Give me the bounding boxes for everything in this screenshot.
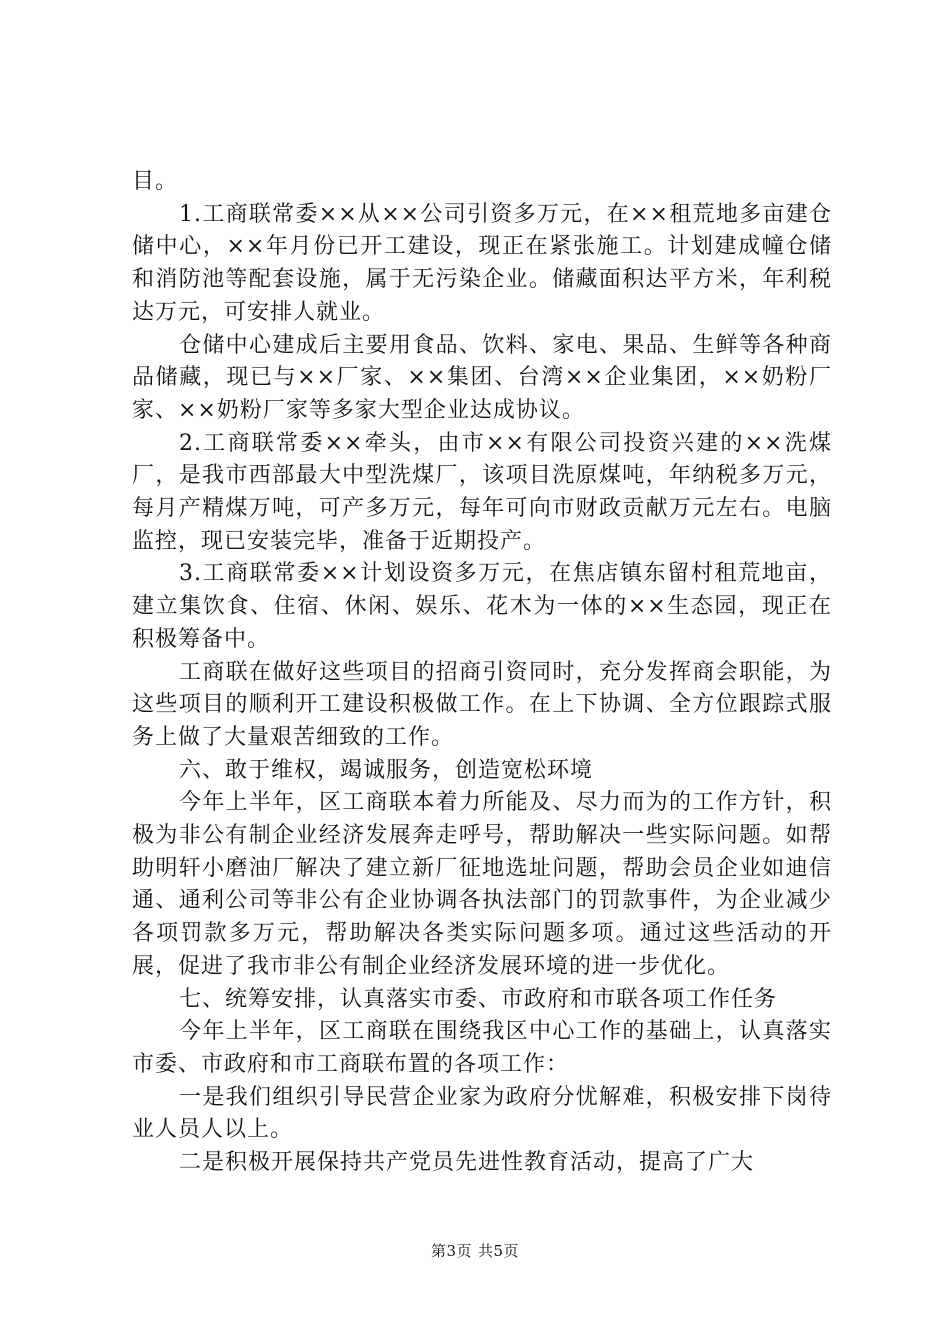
document-body (132, 166, 832, 1180)
page-number: 第3页 (430, 1242, 472, 1260)
paragraph-5: 工商联在做好这些项目的招商引资同时，充分发挥商会职能，为这些项目的顺利开工建设积极做工作。在上下协调、全方位跟踪式服务上做了大量艰苦细致的工作。 (132, 659, 832, 750)
page-footer (0, 1240, 950, 1261)
section-heading-6: 六、敢于维权，竭诚服务，创造宽松环境 (179, 757, 594, 783)
paragraph-7: 今年上半年，区工商联本着力所能及、尽力而为的工作方针，积极为非公有制企业经济发展奔走呼号，帮助解决一些实际问题。如帮助明轩小磨油厂解决了建立新厂征地选址问题，帮助会员企业如迪信通、通利公司等非公有企业协调各执法部门的罚款事件，为企业减少各项罚款多万元，帮助解决各类实际问题多项。通过这些活动的开展，促进了我市非公有制企业经济发展环境的进一步优化。 (132, 790, 832, 979)
paragraph-1: 1.工商联常委××从××公司引资多万元，在××租荒地多亩建仓储中心，××年月份已开工建设，现正在紧张施工。计划建成幢仓储和消防池等配套设施，属于无污染企业。储藏面积达平方米，年利税达万元，可安排人就业。 (132, 201, 832, 325)
paragraph-4: 3.工商联常委××计划设资多万元，在焦店镇东留村租荒地亩，建立集饮食、住宿、休闲、娱乐、花木为一体的××生态园，现正在积极筹备中。 (132, 561, 832, 652)
paragraph-2: 仓储中心建成后主要用食品、饮料、家电、果品、生鲜等各种商品储藏，现已与××厂家、××集团、台湾××企业集团，××奶粉厂家、××奶粉厂家等多家大型企业达成协议。 (132, 332, 832, 423)
paragraph-10: 一是我们组织引导民营企业家为政府分忧解难，积极安排下岗待业人员人以上。 (132, 1084, 832, 1143)
paragraph-3: 2.工商联常委××牵头，由市××有限公司投资兴建的××洗煤厂，是我市西部最大中型洗煤厂，该项目洗原煤吨，年纳税多万元，每月产精煤万吨，可产多万元，每年可向市财政贡献万元左右。电脑监控，现已安装完毕，准备于近期投产。 (132, 430, 832, 554)
paragraph-9: 今年上半年，区工商联在围绕我区中心工作的基础上，认真落实市委、市政府和市工商联布置的各项工作： (132, 1019, 832, 1077)
page-total: 共5页 (478, 1242, 520, 1260)
paragraph-11: 二是积极开展保持共产党员先进性教育活动，提高了广大 (179, 1150, 755, 1176)
paragraph-0: 目。 (132, 169, 179, 194)
section-heading-7: 七、统筹安排，认真落实市委、市政府和市联各项工作任务 (179, 986, 778, 1012)
